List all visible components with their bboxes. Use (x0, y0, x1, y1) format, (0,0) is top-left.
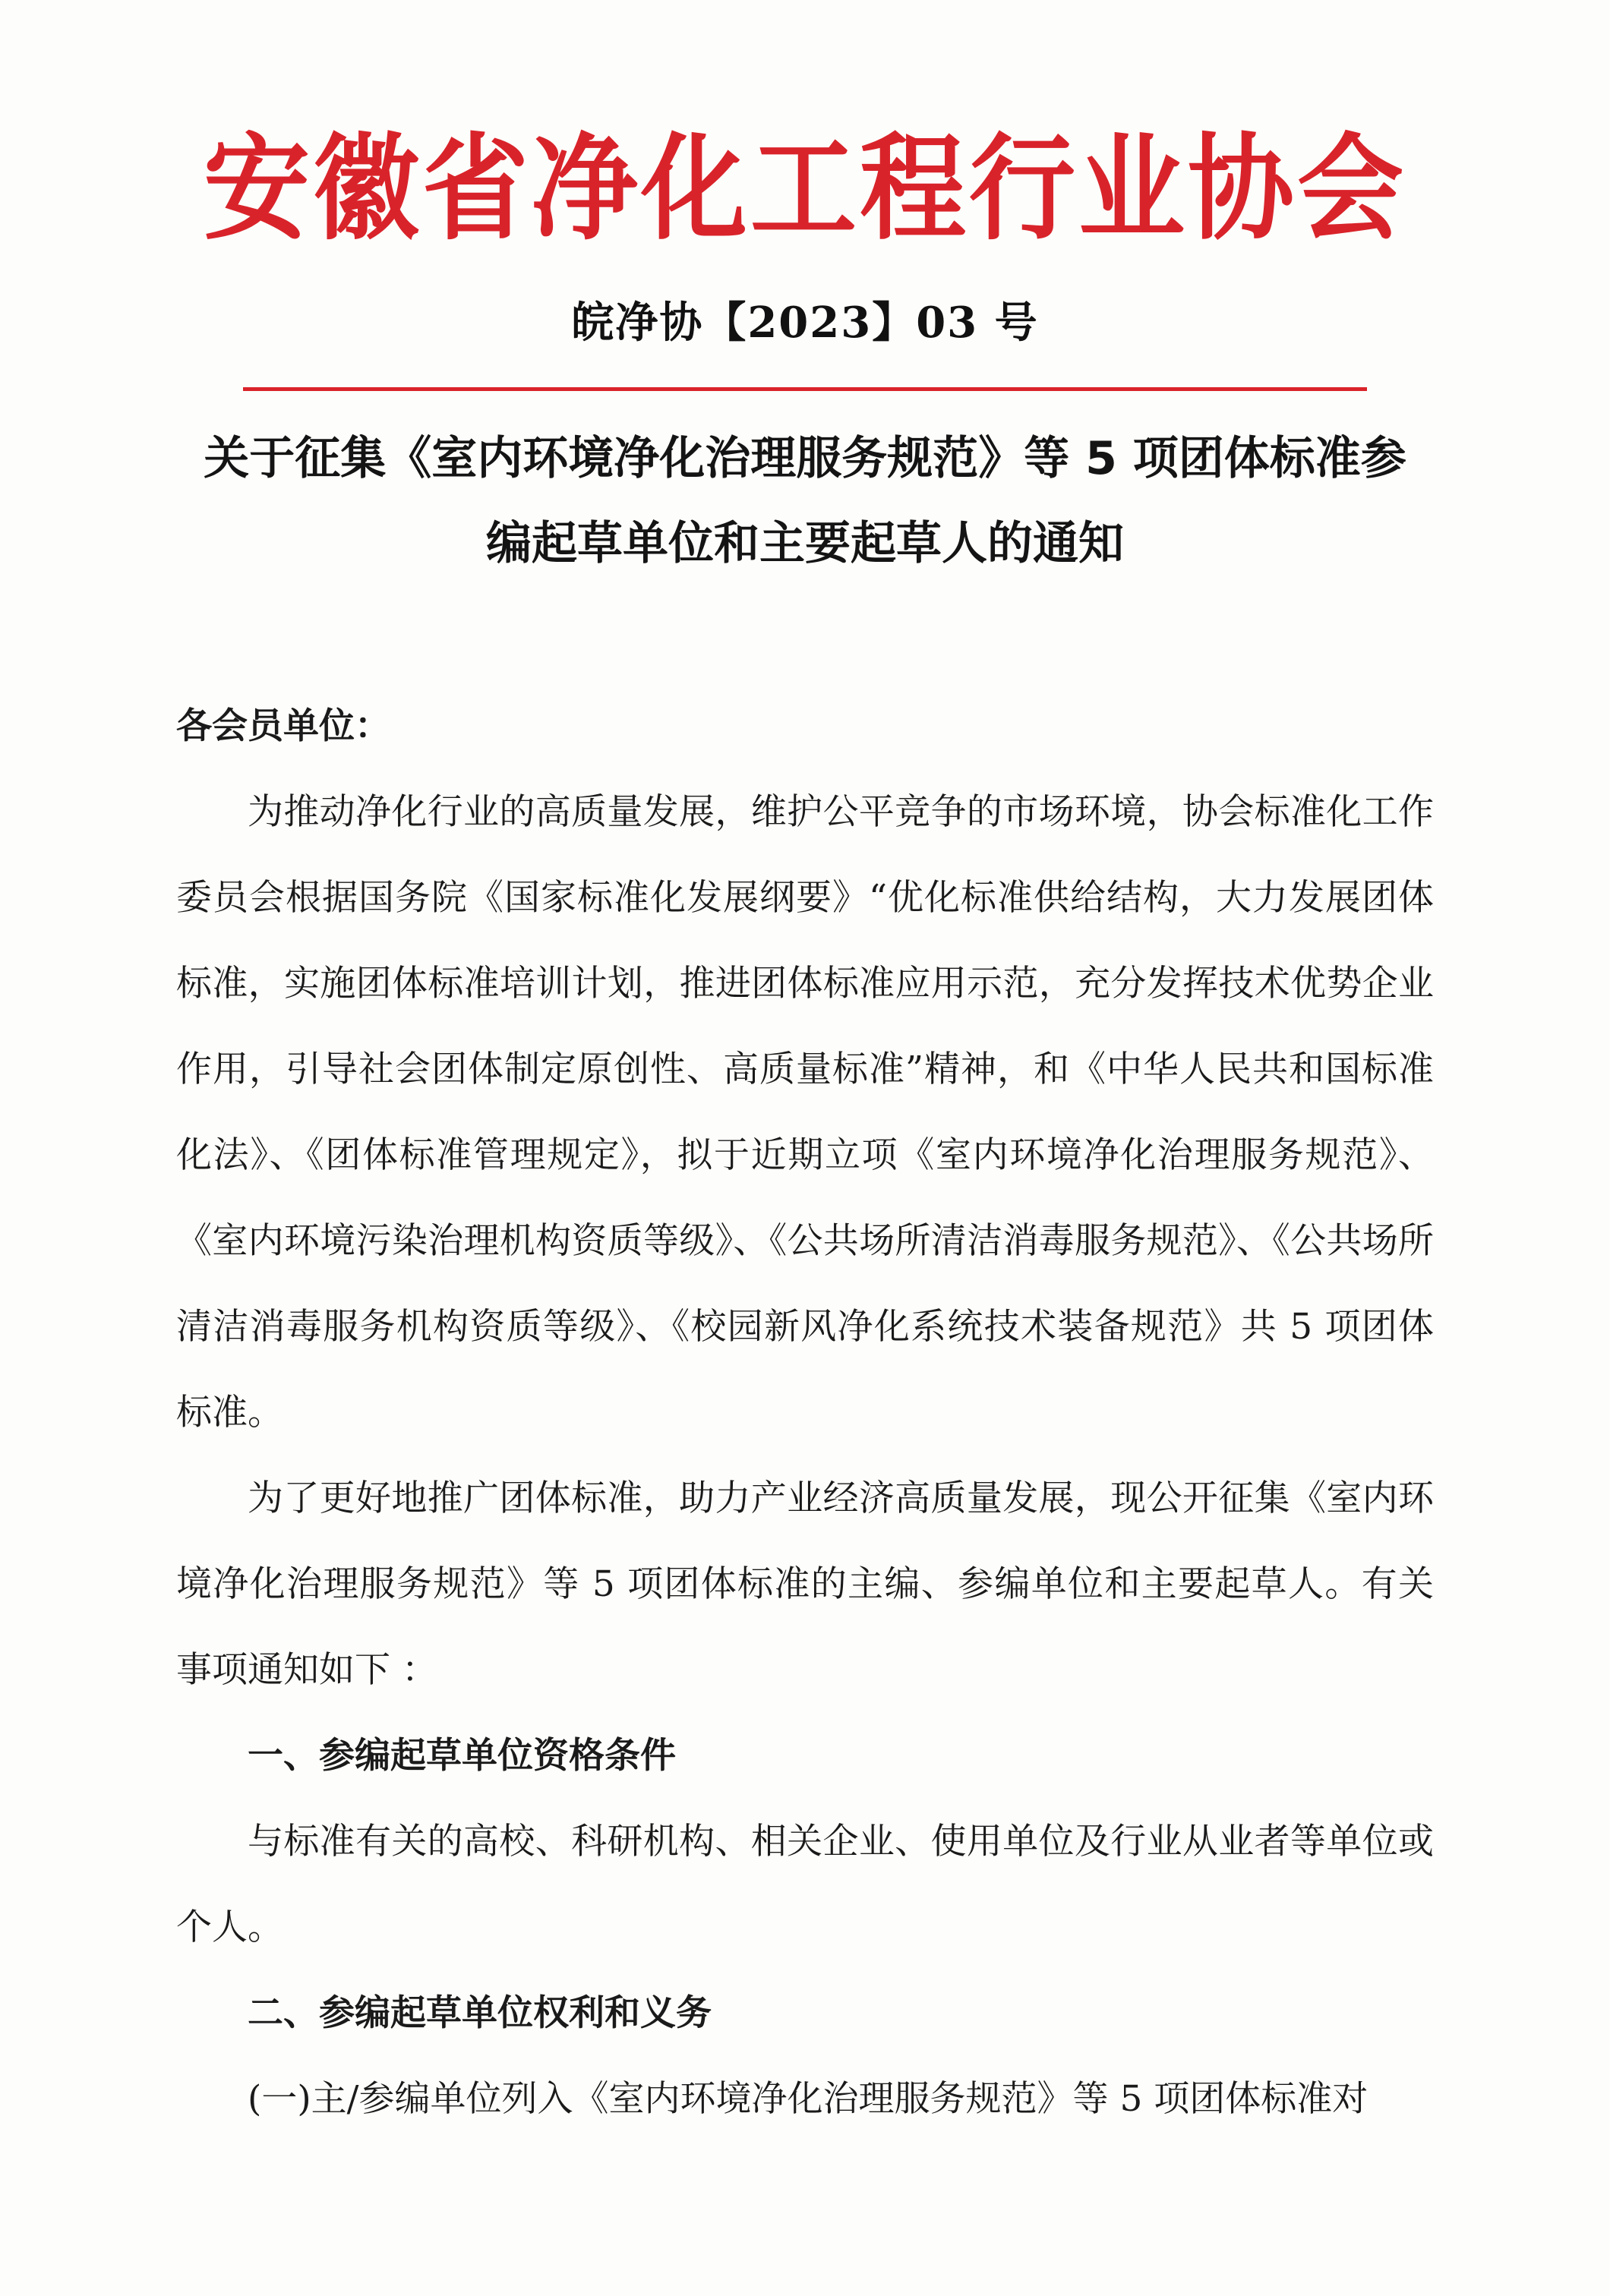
paragraph-purpose: 为了更好地推广团体标准，助力产业经济高质量发展，现公开征集《室内环境净化治理服务规范》等 5 项团体标准的主编、参编单位和主要起草人。有关事项通知如下 ： (176, 1478, 1434, 1691)
title-line-2: 编起草单位和主要起草人的通知 (486, 517, 1124, 570)
title-line-1: 关于征集《室内环境净化治理服务规范》等 5 项团体标准参 (204, 432, 1406, 485)
document-title (152, 416, 1458, 586)
document-body (176, 683, 1434, 2142)
paragraph-rights-item-1: (一)主/参编单位列入《室内环境净化治理服务规范》等 5 项团体标准对 (248, 2078, 1368, 2120)
red-divider-line (243, 387, 1367, 391)
section-heading-qualifications: 一、参编起草单位资格条件 (248, 1735, 676, 1777)
paragraph-qualifications: 与标准有关的高校、科研机构、相关企业、使用单位及行业从业者等单位或个人。 (176, 1821, 1434, 1948)
organization-header: 安徽省净化工程行业协会 (203, 122, 1406, 257)
document-number: 皖净协【2023】03 号 (571, 298, 1039, 348)
paragraph-background: 为推动净化行业的高质量发展，维护公平竞争的市场环境，协会标准化工作委员会根据国务院《国家标准化发展纲要》“优化标准供给结构，大力发展团体标准，实施团体标准培训计划，推进团体标准应用示范，充分发挥技术优势企业作用，引导社会团体制定原创性、高质量标准”精神，和《中华人民共和国标准化法》、《团体标准管理规定》，拟于近期立项《室内环境净化治理服务规范》、《室内环境污染治理机构资质等级》、《公共场所清洁消毒服务规范》、《公共场所清洁消毒服务机构资质等级》、《校园新风净化系统技术装备规范》共 5 项团体标准。 (176, 791, 1434, 1433)
section-heading-rights-obligations: 二、参编起草单位权利和义务 (248, 1992, 712, 2034)
salutation: 各会员单位： (176, 705, 390, 747)
